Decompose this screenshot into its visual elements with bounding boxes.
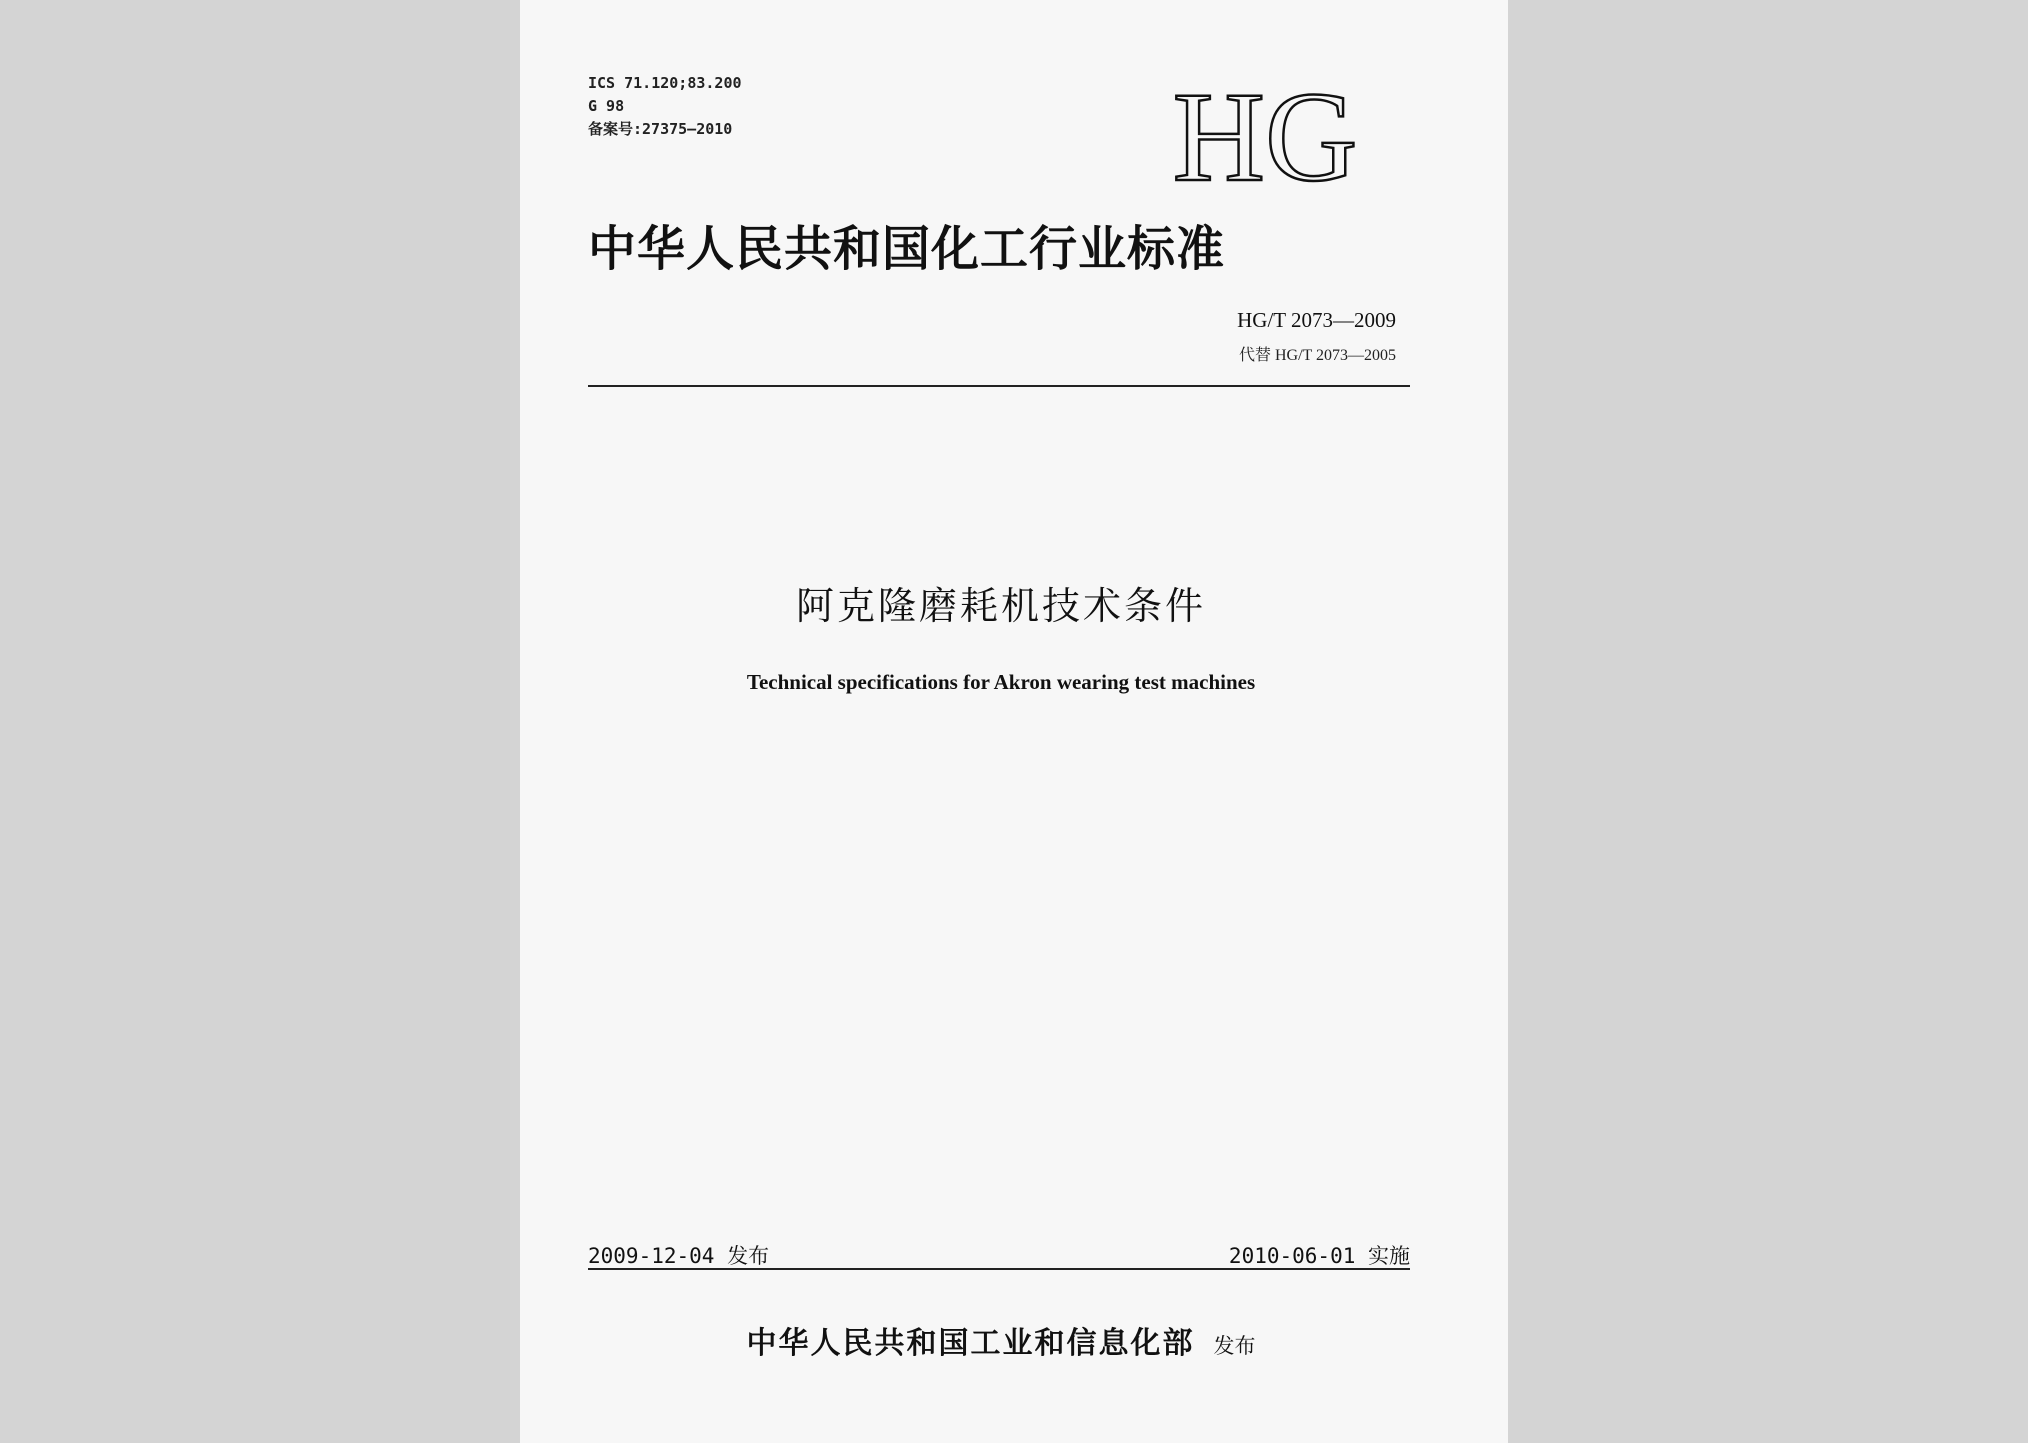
hg-logo: [1160, 70, 1370, 200]
publisher-suffix: 发布: [1213, 1334, 1256, 1358]
standard-code: HG/T 2073—2009: [1237, 308, 1396, 332]
document-title-chinese: 阿克隆磨耗机技术条件: [795, 584, 1206, 628]
document-title-english: Technical specifications for Akron wearing test machines: [746, 670, 1256, 694]
publisher-line: [520, 1318, 1482, 1362]
classification-block: [588, 72, 742, 141]
replaces-standard: 代替 HG/T 2073—2005: [1238, 347, 1396, 364]
category-code: G 98: [588, 97, 625, 115]
header-divider: [588, 385, 1410, 387]
publisher-name: 中华人民共和国工业和信息化部: [746, 1326, 1195, 1361]
ics-code: ICS 71.120;83.200: [588, 74, 742, 92]
issue-date: 2009-12-04 发布: [588, 1244, 770, 1268]
footer-divider: [588, 1268, 1410, 1270]
implementation-date: 2010-06-01 实施: [1228, 1244, 1410, 1268]
document-page: [520, 0, 1508, 1443]
record-number: 备案号:27375—2010: [588, 120, 733, 138]
standard-title: 中华人民共和国化工行业标准: [588, 221, 1226, 277]
hg-logo-text: HG: [1172, 70, 1358, 200]
